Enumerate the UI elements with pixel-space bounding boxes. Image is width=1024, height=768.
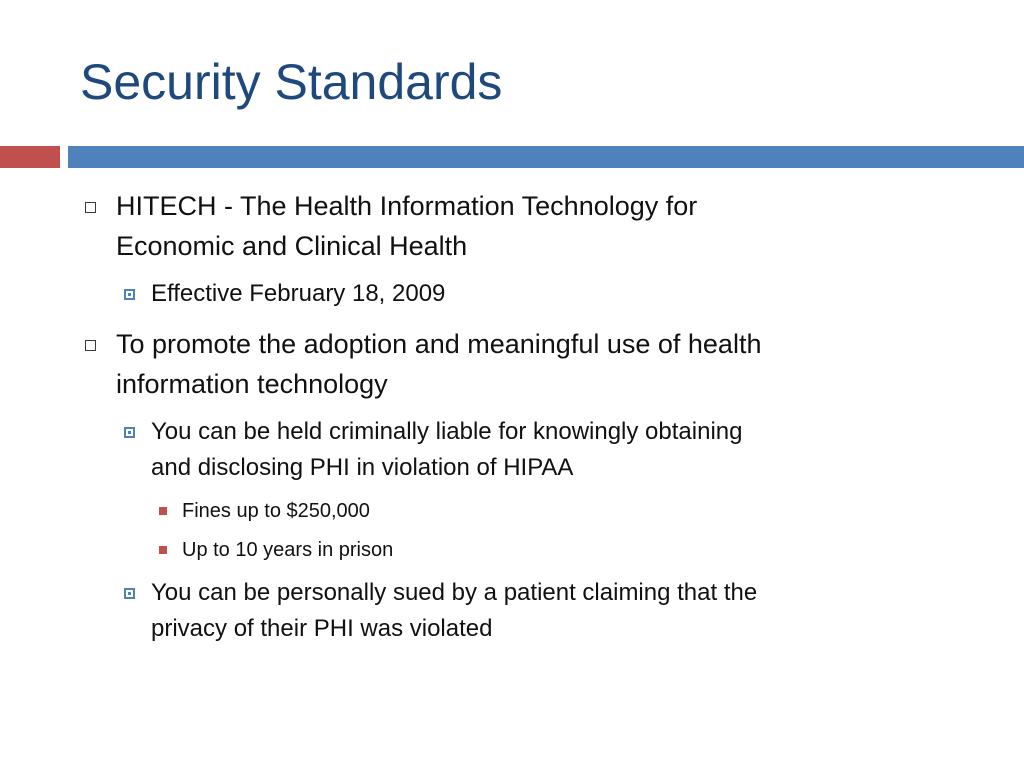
bullet-text-line: To promote the adoption and meaningful use of health [116,329,762,359]
bullet-text-line: Economic and Clinical Health [116,231,468,261]
framed-square-bullet-icon [124,427,135,438]
bullet-level2-personally-sued [151,575,971,647]
filled-square-bullet-icon [159,507,167,515]
title-accent-bar-blue [68,146,1024,168]
framed-square-bullet-icon [124,588,135,599]
bullet-text-line: HITECH - The Health Information Technology for [116,191,698,221]
hollow-square-bullet-icon [85,340,96,351]
title-accent-bar-red [0,146,60,168]
bullet-text-line: Effective February 18, 2009 [151,280,446,307]
filled-square-bullet-icon [159,546,167,554]
slide-title: Security Standards [80,54,503,110]
bullet-level2-effective-date [151,276,971,312]
bullet-level3-fines [182,493,962,529]
bullet-text-line: Up to 10 years in prison [182,539,394,561]
bullet-level3-prison [182,532,962,568]
hollow-square-bullet-icon [85,202,96,213]
framed-square-bullet-icon [124,289,135,300]
bullet-text-line: You can be personally sued by a patient claiming that the [151,579,758,606]
bullet-text-line: Fines up to $250,000 [182,500,370,522]
bullet-text-line: information technology [116,369,388,399]
bullet-text-line: and disclosing PHI in violation of HIPAA [151,454,574,481]
bullet-level1-promote [116,324,976,404]
bullet-level2-criminal-liability [151,414,971,486]
bullet-level1-hitech [116,186,976,266]
bullet-text-line: privacy of their PHI was violated [151,615,493,642]
bullet-text-line: You can be held criminally liable for knowingly obtaining [151,418,743,445]
